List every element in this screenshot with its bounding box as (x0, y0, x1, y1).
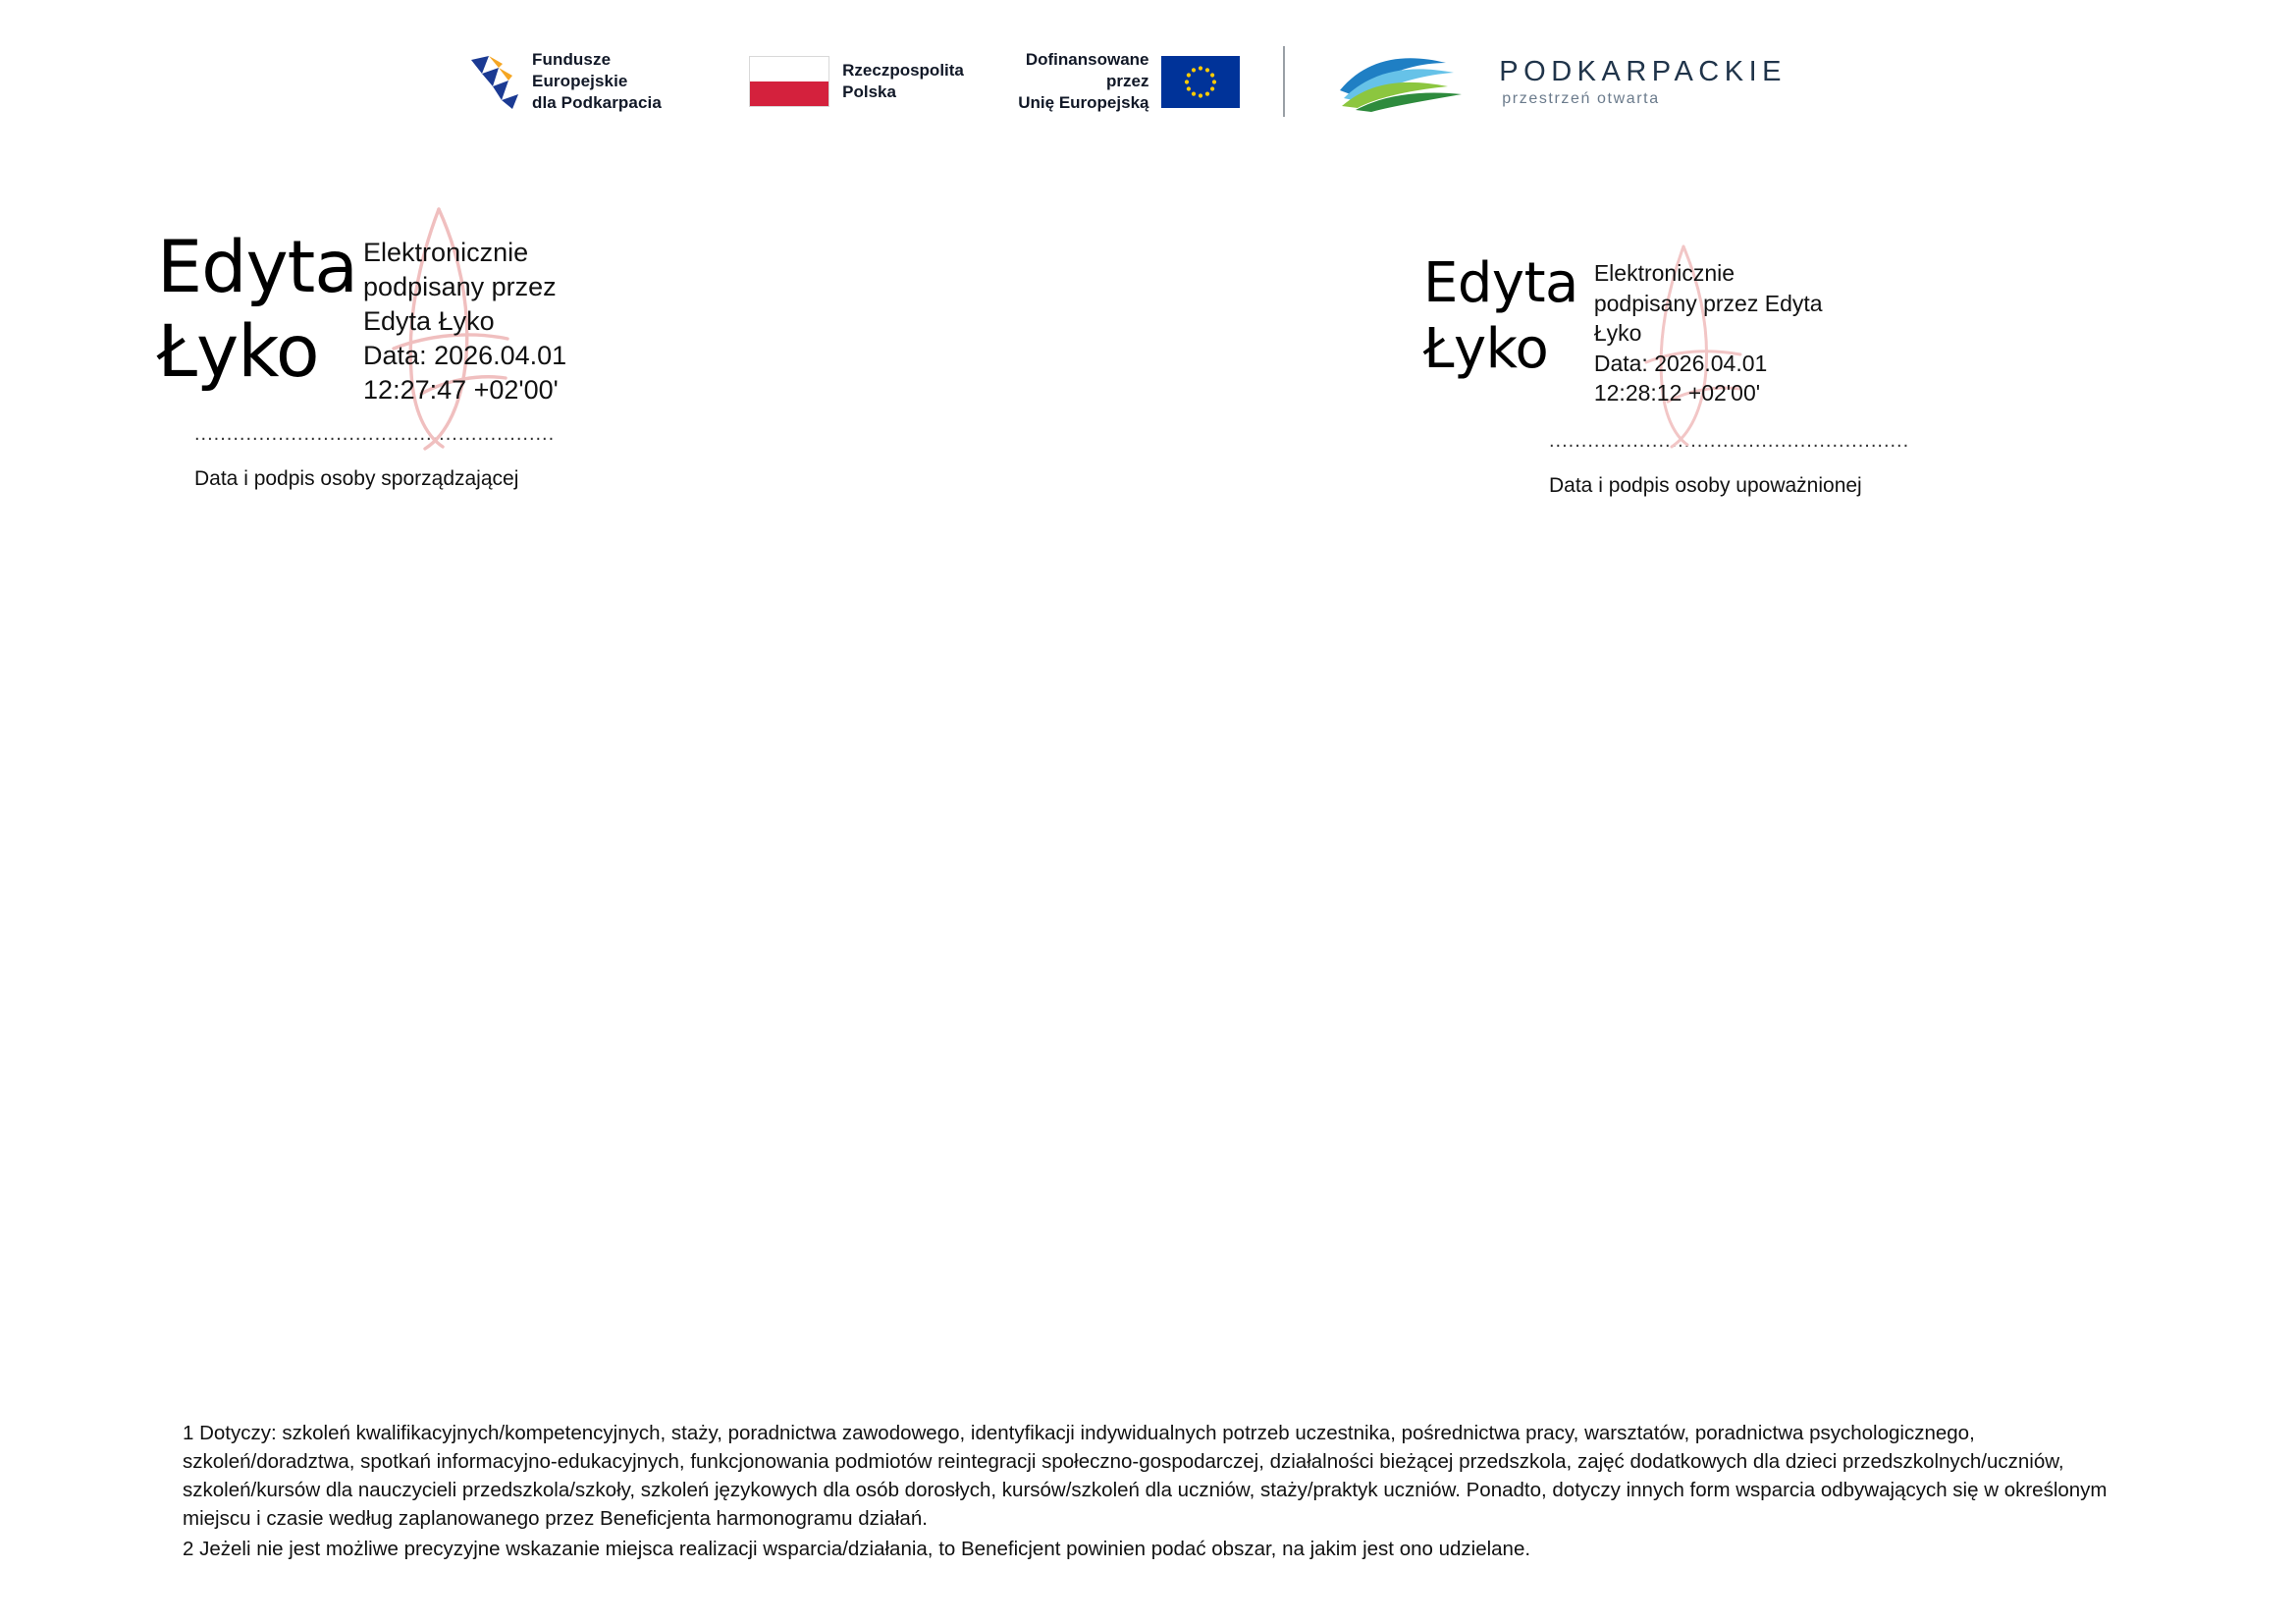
signature-right-meta-line2: podpisany przez Edyta (1593, 290, 1823, 316)
ue-line2: Unię Europejską (1018, 92, 1149, 112)
footnote-1: 1 Dotyczy: szkoleń kwalifikacyjnych/kompetencyjnych, staży, poradnictwa zawodowego, identyfikacji indywidualnych potrzeb uczestnika, pośrednictwa pracy, warsztatów, poradnictwa psychologicznego, szkoleń/doradztwa, spotkań informacyjno-edukacyjnych, funkcjonowania podmiotów reintegracji społeczno-gospodarczej, działalności bieżącej przedszkola, zajęć dodatkowych dla dzieci przedszkolnych/uczniów, szkoleń/kursów dla nauczycieli przedszkola/szkoły, szkoleń językowych dla osób dorosłych, kursów/szkoleń dla uczniów, staży/praktyk uczniów. Ponadto, dotyczy innych form wsparcia odbywających się w określonym miejscu i czasie według zaplanowanego przez Beneficjenta harmonogramu działań. (183, 1422, 2108, 1531)
logo-strip (461, 37, 1787, 126)
rp-line1: Rzeczpospolita (842, 61, 964, 81)
ue-line1: Dofinansowane przez (1025, 50, 1149, 91)
signature-left-meta-line3: Edyta Łyko (363, 306, 495, 337)
podkarpackie-title: PODKARPACKIE (1499, 55, 1787, 87)
rzeczpospolita-polska-label (842, 60, 964, 103)
signature-left-meta-time: 12:27:47 +02'00' (363, 375, 559, 406)
rzeczpospolita-polska-logo (749, 56, 964, 107)
fe-line2: dla Podkarpacia (532, 92, 662, 112)
signature-left-meta-line1: Elektronicznie (363, 238, 529, 267)
podkarpackie-logo (1338, 51, 1787, 112)
signature-right-meta-line1: Elektronicznie (1593, 260, 1735, 286)
signature-right-row (1423, 250, 2032, 408)
footnote-2: 2 Jeżeli nie jest możliwe precyzyjne wskazanie miejsca realizacji wsparcia/działania, to Beneficjent powinien podać obszar, na jakim jest ono udzielane. (183, 1538, 1531, 1561)
signature-right-meta-time: 12:28:12 +02'00' (1593, 380, 1761, 406)
signature-right-meta-date: Data: 2026.04.01 (1593, 350, 1768, 376)
signature-left-name (157, 226, 357, 395)
polish-flag-icon (749, 56, 829, 107)
footnotes (183, 1419, 2121, 1564)
signature-right-name-line1: Edyta (1423, 251, 1578, 315)
signature-left-name-line1: Edyta (157, 226, 358, 309)
fundusze-europejskie-icon (469, 54, 520, 109)
signature-left-metadata (363, 236, 566, 407)
signature-right-caption: Data i podpis osoby upoważnionej (1549, 473, 1862, 497)
signature-right-name-line2: Łyko (1423, 317, 1549, 382)
fundusze-europejskie-logo (469, 49, 688, 113)
signature-right-metadata (1594, 258, 1823, 408)
signature-right-meta-line3: Łyko (1593, 320, 1642, 347)
signature-right-dotted-line: ........................................................ (1549, 429, 1910, 452)
signature-left-dotted-line: ........................................................ (194, 423, 556, 446)
podkarpackie-label (1499, 56, 1787, 108)
podkarpackie-icon (1338, 51, 1483, 112)
signature-left-name-line2: Łyko (157, 310, 319, 395)
fundusze-europejskie-label (532, 49, 688, 113)
signature-right-name (1423, 250, 1578, 382)
signature-left-caption: Data i podpis osoby sporządzającej (194, 467, 519, 491)
podkarpackie-subtitle: przestrzeń otwarta (1502, 89, 1660, 107)
signature-left-meta-line2: podpisany przez (363, 272, 557, 302)
unia-europejska-logo (1003, 49, 1241, 113)
signature-left-meta-date: Data: 2026.04.01 (363, 341, 567, 371)
signature-left-row (157, 226, 844, 407)
rp-line2: Polska (842, 82, 896, 101)
logo-divider (1283, 46, 1285, 117)
signature-block-right (1423, 250, 2032, 498)
fe-line1: Fundusze Europejskie (532, 50, 628, 91)
eu-flag-icon (1161, 56, 1240, 108)
unia-europejska-label (1003, 49, 1149, 113)
signature-block-left (157, 226, 844, 491)
